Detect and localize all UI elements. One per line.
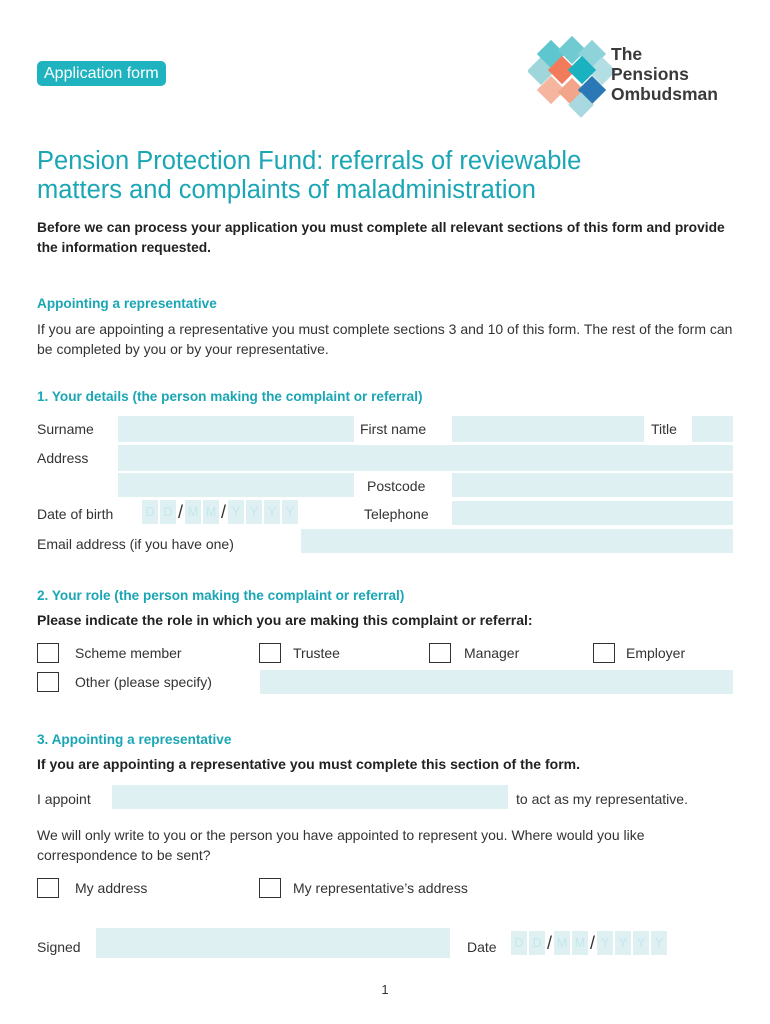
scheme-member-checkbox[interactable] — [37, 643, 59, 663]
date-separator: / — [590, 933, 596, 953]
dob-month-2[interactable]: M — [203, 500, 219, 524]
dob-field[interactable] — [142, 500, 298, 524]
date-separator: / — [221, 502, 227, 522]
dob-month-1[interactable]: M — [185, 500, 201, 524]
dob-label: Date of birth — [37, 506, 114, 522]
section2-prompt: Please indicate the role in which you are making this complaint or referral: — [37, 612, 533, 628]
title-label: Title — [651, 421, 677, 437]
sign-date-field[interactable] — [511, 931, 667, 955]
other-role-label: Other (please specify) — [75, 674, 212, 690]
surname-field[interactable] — [118, 416, 354, 442]
date-label: Date — [467, 939, 497, 955]
signed-label: Signed — [37, 939, 81, 955]
dob-year-2[interactable]: Y — [246, 500, 262, 524]
date-separator: / — [547, 933, 553, 953]
rep-address-label: My representative’s address — [293, 880, 468, 896]
date-year-3[interactable]: Y — [633, 931, 649, 955]
dob-day-1[interactable]: D — [142, 500, 158, 524]
date-day-1[interactable]: D — [511, 931, 527, 955]
section1-heading: 1. Your details (the person making the complaint or referral) — [37, 389, 423, 404]
dob-day-2[interactable]: D — [160, 500, 176, 524]
dob-year-3[interactable]: Y — [264, 500, 280, 524]
trustee-checkbox[interactable] — [259, 643, 281, 663]
page-title: Pension Protection Fund: referrals of reviewable matters and complaints of maladministration — [37, 147, 582, 204]
rep-address-checkbox[interactable] — [259, 878, 281, 898]
logo-wordmark: The Pensions Ombudsman — [611, 44, 718, 104]
address-label: Address — [37, 450, 89, 466]
email-label: Email address (if you have one) — [37, 536, 234, 552]
representative-name-field[interactable] — [112, 785, 508, 809]
appointing-text: If you are appointing a representative you must complete sections 3 and 10 of this form. The rest of the form can be completed by you or by your representative. — [37, 321, 733, 357]
trustee-label: Trustee — [293, 645, 340, 661]
section3-prompt: If you are appointing a representative you must complete this section of the form. — [37, 756, 580, 772]
title-field[interactable] — [692, 416, 733, 442]
section3-heading: 3. Appointing a representative — [37, 732, 232, 747]
intro-text: Before we can process your application you must complete all relevant sections of this form and provide the information requested. — [37, 220, 725, 255]
email-field[interactable] — [301, 529, 733, 553]
other-role-field[interactable] — [260, 670, 733, 694]
date-separator: / — [178, 502, 184, 522]
address-field-line2[interactable] — [118, 473, 354, 497]
appointing-heading: Appointing a representative — [37, 296, 217, 311]
postcode-label: Postcode — [367, 478, 426, 494]
to-act-label: to act as my representative. — [516, 791, 688, 807]
dob-year-4[interactable]: Y — [282, 500, 298, 524]
manager-checkbox[interactable] — [429, 643, 451, 663]
manager-label: Manager — [464, 645, 520, 661]
section2-heading: 2. Your role (the person making the complaint or referral) — [37, 588, 405, 603]
page-number: 1 — [381, 982, 389, 997]
scheme-member-label: Scheme member — [75, 645, 182, 661]
correspondence-question: We will only write to you or the person you have appointed to represent you. Where would you like correspondence to be sent? — [37, 827, 645, 863]
dob-year-1[interactable]: Y — [228, 500, 244, 524]
date-year-2[interactable]: Y — [615, 931, 631, 955]
employer-checkbox[interactable] — [593, 643, 615, 663]
employer-label: Employer — [626, 645, 686, 661]
date-year-1[interactable]: Y — [597, 931, 613, 955]
my-address-checkbox[interactable] — [37, 878, 59, 898]
first-name-field[interactable] — [452, 416, 644, 442]
date-day-2[interactable]: D — [529, 931, 545, 955]
surname-label: Surname — [37, 421, 94, 437]
other-role-checkbox[interactable] — [37, 672, 59, 692]
signature-field[interactable] — [96, 928, 450, 958]
telephone-field[interactable] — [452, 501, 733, 525]
date-year-4[interactable]: Y — [651, 931, 667, 955]
postcode-field[interactable] — [452, 473, 733, 497]
date-month-2[interactable]: M — [572, 931, 588, 955]
telephone-label: Telephone — [364, 506, 429, 522]
my-address-label: My address — [75, 880, 148, 896]
first-name-label: First name — [360, 421, 427, 437]
i-appoint-label: I appoint — [37, 791, 91, 807]
form-type-badge: Application form — [37, 61, 166, 86]
date-month-1[interactable]: M — [554, 931, 570, 955]
address-field-line1[interactable] — [118, 445, 733, 471]
